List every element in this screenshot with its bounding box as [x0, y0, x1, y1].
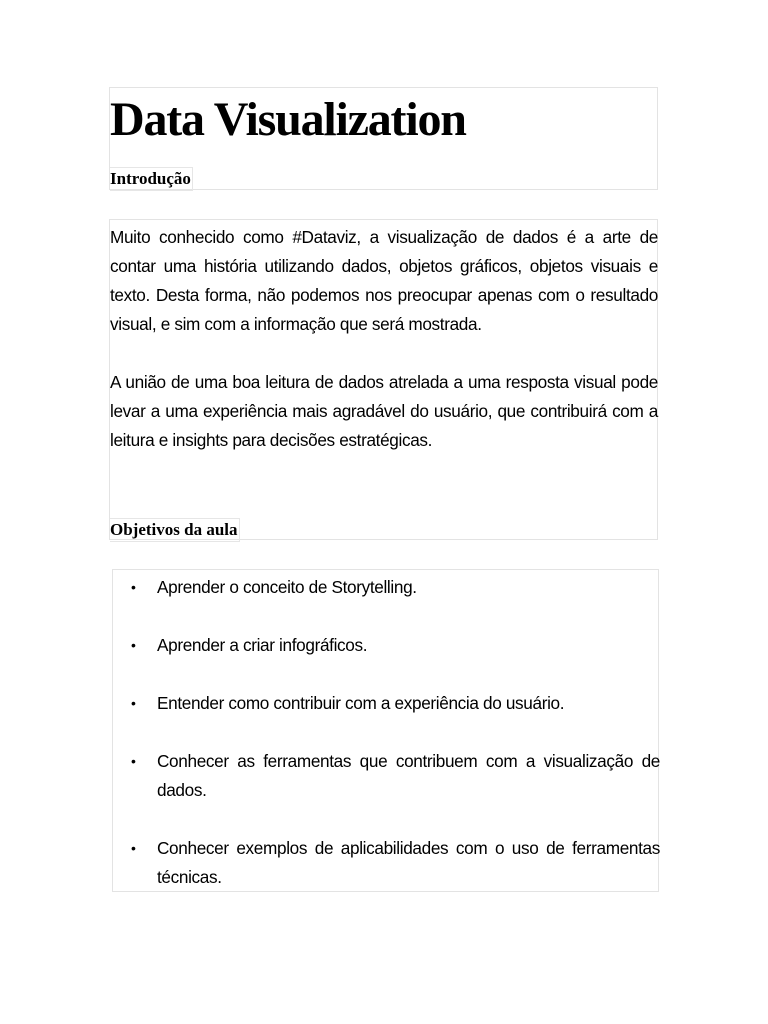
title-block: [109, 87, 658, 190]
objective-text: Aprender o conceito de Storytelling.: [157, 577, 417, 597]
intro-paragraph: A união de uma boa leitura de dados atrelada a uma resposta visual pode levar a uma experiência mais agradável do usuário, que contribuirá com a leitura e insights para decisões estratégicas.: [110, 372, 658, 450]
intro-block: [109, 219, 658, 540]
list-item: [113, 834, 660, 892]
document-title: Data Visualization: [110, 93, 466, 146]
intro-paragraph: Muito conhecido como #Dataviz, a visualização de dados é a arte de contar uma história utilizando dados, objetos gráficos, objetos visuais e texto. Desta forma, não podemos nos preocupar apenas com o resultado visual, e sim com a informação que será mostrada.: [110, 227, 658, 334]
bullet-icon: •: [131, 753, 136, 769]
list-item: [113, 631, 660, 660]
objective-text: Entender como contribuir com a experiência do usuário.: [157, 693, 565, 713]
objective-text: Aprender a criar infográficos.: [157, 635, 368, 655]
bullet-icon: •: [131, 637, 136, 653]
intro-heading: Introdução: [110, 167, 193, 191]
objective-text: Conhecer as ferramentas que contribuem com a visualização de dados.: [157, 751, 660, 800]
objectives-list: [113, 573, 660, 921]
objectives-heading: Objetivos da aula: [110, 518, 240, 542]
list-item: [113, 689, 660, 718]
list-item: [113, 573, 660, 602]
bullet-icon: •: [131, 579, 136, 595]
objective-text: Conhecer exemplos de aplicabilidades com o uso de ferramentas técnicas.: [157, 838, 660, 887]
list-item: [113, 747, 660, 805]
bullet-icon: •: [131, 840, 136, 856]
objectives-block: [112, 569, 659, 892]
bullet-icon: •: [131, 695, 136, 711]
